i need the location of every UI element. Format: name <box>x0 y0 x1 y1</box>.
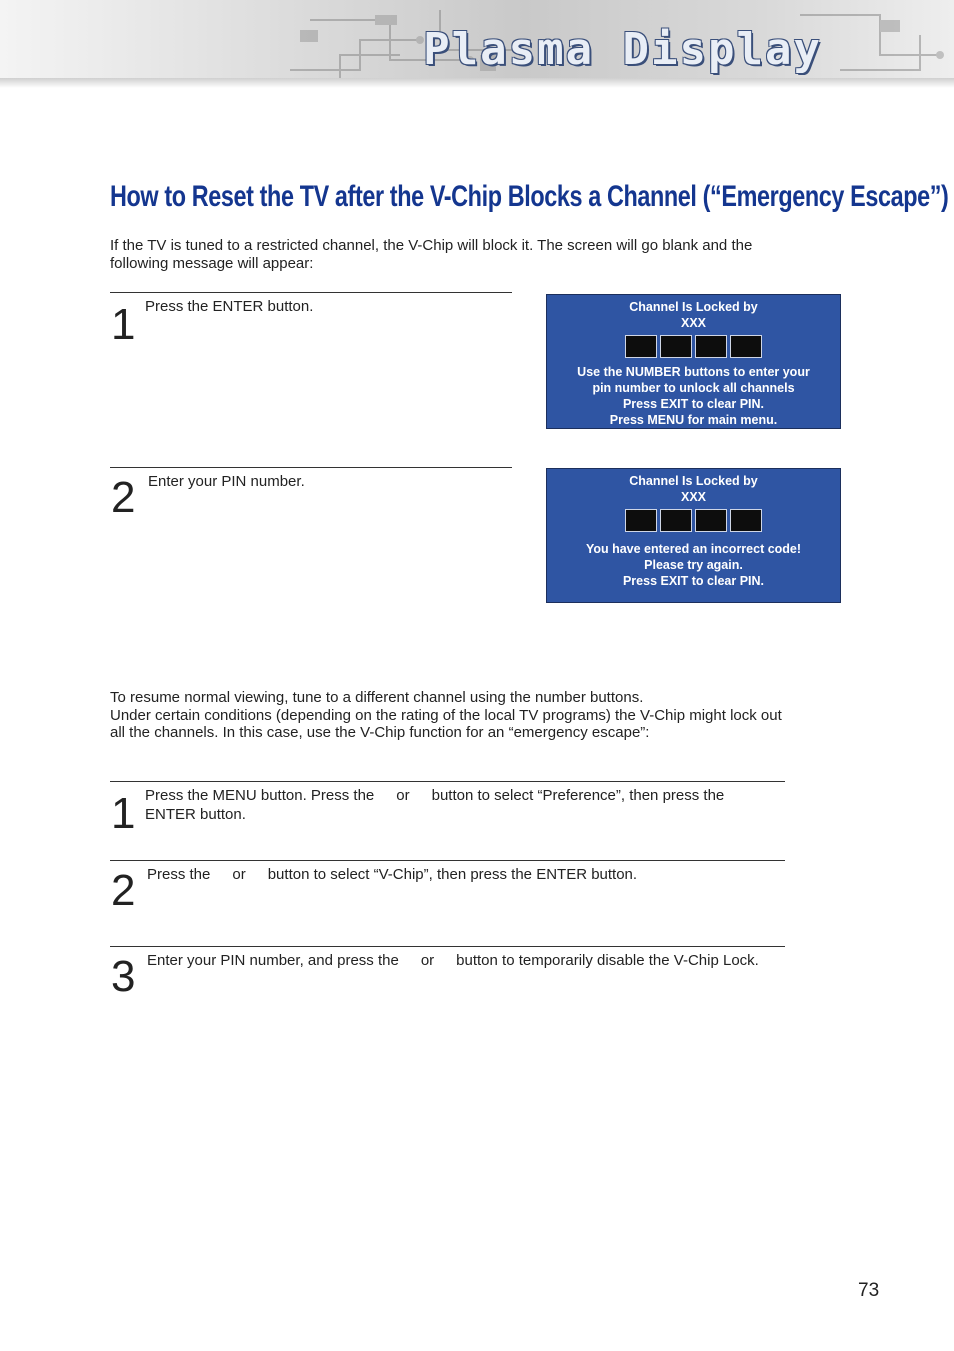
osd-message: Use the NUMBER buttons to enter your <box>577 365 810 379</box>
step-divider <box>110 781 785 782</box>
intro-paragraph <box>110 237 830 272</box>
osd-message: pin number to unlock all channels <box>592 381 795 395</box>
osd-message: Press EXIT to clear PIN. <box>622 574 765 588</box>
step-number: 1 <box>111 300 136 349</box>
osd-message: Press EXIT to clear PIN. <box>622 397 765 411</box>
step-text-part: Press the MENU button. Press the <box>145 787 375 804</box>
step-text: Press the ENTER button. <box>145 298 314 315</box>
page-number: 73 <box>858 1280 880 1301</box>
intro-line: following message will appear: <box>110 254 314 272</box>
intro-line: If the TV is tuned to a restricted channel, the V-Chip will block it. The screen will go blank and the <box>110 237 753 254</box>
osd-channel: XXX <box>680 316 706 330</box>
osd-channel: XXX <box>680 490 706 504</box>
or-word: or <box>232 866 246 883</box>
banner-fade <box>0 78 954 88</box>
step-divider <box>110 467 512 468</box>
osd-heading: Channel Is Locked by <box>629 300 758 314</box>
pin-digit-box <box>695 335 727 358</box>
pin-digit-box <box>660 335 692 358</box>
pin-entry-boxes <box>547 509 840 532</box>
osd-message: You have entered an incorrect code! <box>585 542 802 556</box>
osd-heading: Channel Is Locked by <box>629 474 758 488</box>
pin-digit-box <box>695 509 727 532</box>
step-divider <box>110 292 512 293</box>
or-word: or <box>420 952 435 969</box>
step-text <box>145 786 785 824</box>
step-text-part: Enter your PIN number, and press the <box>147 952 399 969</box>
pin-digit-box <box>730 335 762 358</box>
osd-message: Please try again. <box>644 558 743 572</box>
step-text <box>147 865 787 884</box>
resume-line: all the channels. In this case, use the V-Chip function for an “emergency escape”: <box>110 724 650 741</box>
pin-entry-boxes <box>547 335 840 358</box>
step-number: 2 <box>111 866 136 915</box>
banner-title: Plasma Display <box>423 24 822 75</box>
channel-locked-screen <box>546 294 841 429</box>
pin-digit-box <box>625 335 657 358</box>
incorrect-code-screen <box>546 468 841 603</box>
header-banner <box>0 0 954 88</box>
pin-digit-box <box>660 509 692 532</box>
step-text <box>147 951 797 970</box>
step-text: Enter your PIN number. <box>148 473 305 490</box>
pin-digit-box <box>730 509 762 532</box>
resume-line: To resume normal viewing, tune to a different channel using the number buttons. <box>110 689 644 706</box>
step-text-part: button to temporarily disable the V-Chip Lock. <box>456 952 759 969</box>
resume-paragraph <box>110 689 840 742</box>
resume-line: Under certain conditions (depending on the rating of the local TV programs) the V-Chip might lock out <box>110 706 782 724</box>
step-text-part: button to select “V-Chip”, then press the ENTER button. <box>267 866 638 883</box>
osd-message: Press MENU for main menu. <box>609 413 778 427</box>
pin-digit-box <box>625 509 657 532</box>
or-word: or <box>396 787 410 804</box>
step-text-part: ENTER button. <box>145 806 246 823</box>
page-title: How to Reset the TV after the V-Chip Blocks a Channel (“Emergency Escape”) <box>110 180 949 213</box>
step-text-part: Press the <box>147 866 211 883</box>
step-number: 3 <box>111 952 136 1001</box>
step-divider <box>110 860 785 861</box>
step-number: 1 <box>111 789 136 838</box>
step-number: 2 <box>111 473 136 522</box>
step-text-part: button to select “Preference”, then press the <box>431 787 725 804</box>
step-divider <box>110 946 785 947</box>
